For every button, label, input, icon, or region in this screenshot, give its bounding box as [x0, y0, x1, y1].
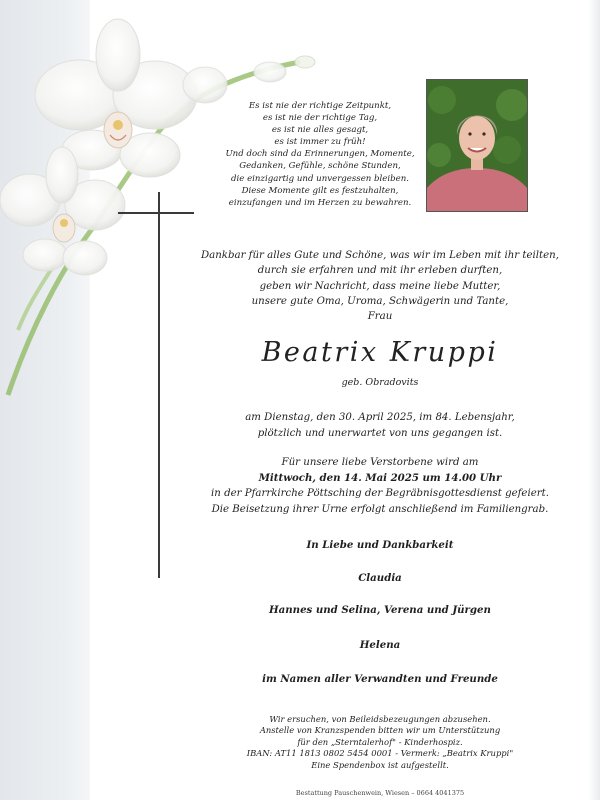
poem-line: es ist nie alles gesagt,: [271, 125, 369, 136]
funeral-info: [185, 455, 575, 517]
poem-line: Gedanken, Gefühle, schöne Stunden,: [239, 161, 401, 172]
maiden-name: geb. Obradovits: [341, 377, 419, 388]
poem-line: die einzigartig und unvergessen bleiben.: [231, 173, 409, 184]
announcement-text: [195, 248, 565, 324]
announcement-line: unsere gute Oma, Uroma, Schwägerin und Tante,: [251, 295, 509, 307]
orchid-bud-icon: [183, 56, 315, 103]
cross-horizontal: [118, 212, 194, 214]
page-edge: [588, 0, 600, 800]
poem-line: es ist nie der richtige Tag,: [262, 113, 378, 124]
death-line: am Dienstag, den 30. April 2025, im 84. Lebensjahr,: [245, 412, 515, 423]
funeral-date: Mittwoch, den 14. Mai 2025 um 14.00 Uhr: [258, 471, 502, 484]
notice-line: Wir ersuchen, von Beileidsbezeugungen abzusehen.: [269, 714, 491, 724]
poem-line: Es ist nie der richtige Zeitpunkt,: [248, 101, 392, 111]
funeral-place: in der Pfarrkirche Pöttsching der Begräbnisgottesdienst gefeiert.: [211, 488, 549, 499]
deceased-name: Beatrix Kruppi: [261, 337, 499, 368]
announcement-line: geben wir Nachricht, dass meine liebe Mutter,: [259, 280, 501, 292]
mourner-name: Hannes und Selina, Verena und Jürgen: [269, 604, 491, 616]
poem-line: einzufangen und im Herzen zu bewahren.: [228, 197, 412, 208]
poem: [205, 100, 435, 209]
announcement-line: durch sie erfahren und mit ihr erleben durften,: [257, 265, 503, 277]
burial-info: Die Beisetzung ihrer Urne erfolgt anschließend im Familiengrab.: [211, 503, 549, 515]
announcement-line: Dankbar für alles Gute und Schöne, was wir im Leben mit ihr teilten,: [201, 250, 559, 261]
notice-line: Anstelle von Kranzspenden bitten wir um Unterstützung: [259, 725, 501, 736]
death-line: plötzlich und unerwartet von uns gegangen ist.: [257, 427, 503, 439]
announcement-line: Frau: [367, 311, 393, 323]
portrait-photo: [426, 79, 528, 212]
funeral-intro: Für unsere liebe Verstorbene wird am: [281, 457, 479, 468]
death-notice: [200, 410, 560, 441]
mourners-intro: In Liebe und Dankbarkeit: [306, 539, 454, 551]
mourner-name: Helena: [359, 639, 401, 651]
notice-line: Eine Spendenbox ist aufgestellt.: [311, 759, 449, 770]
mourner-name: Claudia: [358, 572, 402, 584]
funeral-home-footer: Bestattung Pauschenwein, Wiesen – 0664 4041375: [295, 789, 465, 797]
poem-line: es ist immer zu früh!: [274, 137, 366, 148]
poem-line: Und doch sind da Erinnerungen, Momente,: [225, 149, 415, 160]
notice-line: IBAN: AT11 1813 0802 5454 0001 - Vermerk: „Beatrix Kruppi": [246, 748, 514, 759]
notice-line: für den „Sterntalerhof" - Kinderhospiz.: [297, 736, 463, 747]
mourner-name: im Namen aller Verwandten und Freunde: [262, 673, 498, 685]
cross-vertical: [158, 192, 160, 578]
poem-line: Diese Momente gilt es festzuhalten,: [241, 185, 399, 196]
donation-notice: [215, 714, 545, 771]
